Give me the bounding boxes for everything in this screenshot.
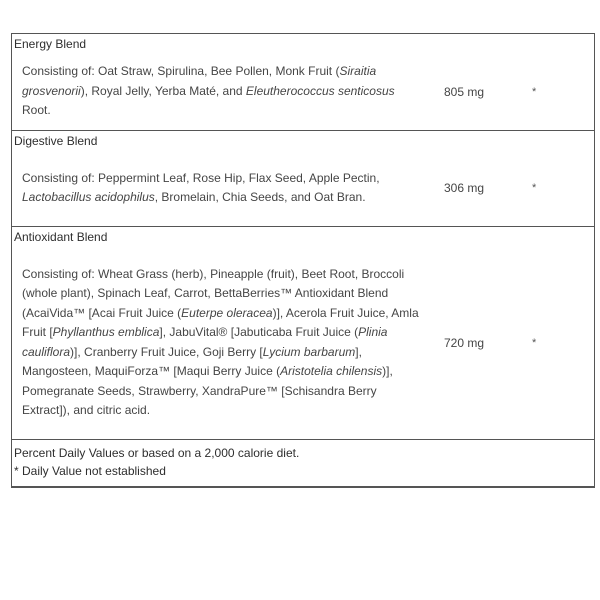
- blend-title: Digestive Blend: [14, 134, 98, 148]
- footer-daily-value-note: * Daily Value not established: [14, 464, 166, 478]
- blend-title: Antioxidant Blend: [14, 230, 108, 244]
- blend-daily-value: *: [532, 182, 537, 194]
- latin-name: Eleutherococcus senticosus: [245, 83, 395, 98]
- blend-amount: 805 mg: [444, 84, 485, 99]
- blend-amount: 306 mg: [444, 181, 485, 195]
- blend-title: Energy Blend: [14, 37, 87, 51]
- blend-section-digestive: [12, 130, 594, 226]
- latin-name: Phyllanthus emblica: [52, 325, 160, 339]
- description-text: Root.: [22, 103, 51, 118]
- blend-description: [22, 62, 424, 121]
- blend-daily-value: *: [532, 85, 537, 98]
- description-text: Consisting of: Oat Straw, Spirulina, Bee Pollen, Monk Fruit (: [22, 64, 340, 79]
- blend-row: [12, 150, 594, 226]
- latin-name: Siraitia grosvenorii: [22, 64, 377, 98]
- supplement-facts-panel: [11, 33, 595, 488]
- blend-description: [22, 169, 424, 208]
- description-text: ), Royal Jelly, Yerba Maté, and: [80, 83, 246, 98]
- blend-row: [12, 246, 594, 439]
- description-text: ], Mangosteen, MaquiForza™ [Maqui Berry Juice (: [22, 344, 362, 378]
- blend-section-energy: [12, 33, 594, 130]
- blend-description: [22, 265, 424, 421]
- description-text: )], Cranberry Fruit Juice, Goji Berry [: [70, 344, 263, 359]
- description-text: , Bromelain, Chia Seeds, and Oat Bran.: [154, 190, 366, 204]
- latin-name: Lactobacillus acidophilus: [22, 190, 155, 204]
- blend-row: [12, 53, 594, 130]
- blend-daily-value: *: [532, 336, 537, 349]
- latin-name: Plinia cauliflora: [22, 325, 388, 359]
- blend-amount: 720 mg: [444, 335, 485, 350]
- latin-name: Lycium barbarum: [262, 344, 356, 359]
- latin-name: Aristotelia chilensis: [280, 364, 383, 378]
- blend-section-antioxidant: [12, 226, 594, 439]
- description-text: Consisting of: Peppermint Leaf, Rose Hip, Flax Seed, Apple Pectin,: [22, 170, 380, 185]
- description-text: Consisting of: Wheat Grass (herb), Pineapple (fruit), Beet Root, Broccoli (whole plant), Spinach Leaf, Carrot, BettaBerries™ Antioxidant Blend (AcaiVida™ [Acai Fruit Juice (: [22, 266, 405, 320]
- description-text: )], Acerola Fruit Juice, Amla Fruit [: [22, 305, 419, 339]
- description-text: )], Pomegranate Seeds, Strawberry, XandraPure™ [Schisandra Berry Extract]), and citric acid.: [22, 364, 393, 417]
- panel-footer: [12, 439, 594, 486]
- description-text: ], JabuVital® [Jabuticaba Fruit Juice (: [159, 325, 359, 339]
- footer-percent-daily-note: Percent Daily Values or based on a 2,000 calorie diet.: [14, 446, 300, 460]
- latin-name: Euterpe oleracea: [181, 305, 273, 320]
